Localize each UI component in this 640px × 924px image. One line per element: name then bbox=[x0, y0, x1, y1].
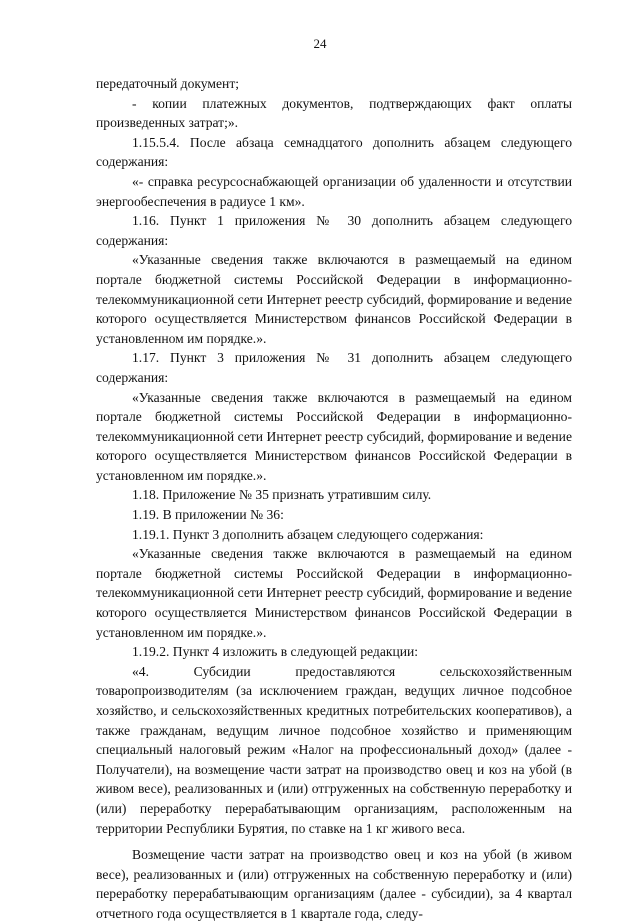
paragraph: «4. Субсидии предоставляются сельскохозяйственным товаропроизводителям (за исключением граждан, ведущих личное подсобное хозяйство, и сельскохозяйственных кредитных потребительских кооперативов), а также гражданам, ведущим личное подсобное хозяйство и применяющим специальный налоговый режим «Налог на профессиональный доход» (далее - Получатели), на возмещение части затрат на производство овец и коз на убой (в живом весе), реализованных и (или) отгруженных на собственную переработку и (или) переработку перерабатывающим организациям, расположенным на территории Республики Бурятия, по ставке на 1 кг живого веса. bbox=[96, 663, 572, 836]
document-body bbox=[96, 74, 572, 924]
paragraph: 1.15.5.4. После абзаца семнадцатого дополнить абзацем следующего содержания: bbox=[96, 134, 572, 170]
paragraph: «Указанные сведения также включаются в размещаемый на едином портале бюджетной системы Российской Федерации в информационно-телекоммуникационной сети Интернет реестр субсидий, формирование и ведение которого осуществляется Министерством финансов Российской Федерации в установленном им порядке.». bbox=[96, 546, 572, 640]
page-number: 24 bbox=[313, 36, 327, 51]
paragraph: «Указанные сведения также включаются в размещаемый на едином портале бюджетной системы Российской Федерации в информационно-телекоммуникационной сети Интернет реестр субсидий, формирование и ведение которого осуществляется Министерством финансов Российской Федерации в установленном им порядке.». bbox=[96, 389, 572, 483]
paragraph: 1.19.1. Пункт 3 дополнить абзацем следующего содержания: bbox=[132, 526, 484, 542]
paragraph: 1.19.2. Пункт 4 изложить в следующей редакции: bbox=[132, 644, 419, 660]
paragraph: 1.18. Приложение № 35 признать утратившим силу. bbox=[132, 487, 432, 503]
paragraph: «Указанные сведения также включаются в размещаемый на едином портале бюджетной системы Российской Федерации в информационно-телекоммуникационной сети Интернет реестр субсидий, формирование и ведение которого осуществляется Министерством финансов Российской Федерации в установленном им порядке.». bbox=[96, 252, 572, 346]
paragraph: 1.19. В приложении № 36: bbox=[132, 507, 284, 523]
paragraph: передаточный документ; bbox=[96, 76, 240, 91]
paragraph: 1.17. Пункт 3 приложения № 31 дополнить абзацем следующего содержания: bbox=[96, 350, 572, 385]
paragraph: - копии платежных документов, подтверждающих факт оплаты произведенных затрат;». bbox=[96, 95, 572, 131]
paragraph: «- справка ресурсоснабжающей организации об удаленности и отсутствии энергообеспечения в радиусе 1 км». bbox=[96, 173, 572, 209]
paragraph: Возмещение части затрат на производство овец и коз на убой (в живом весе), реализованных и (или) отгруженных на собственную переработку и (или) переработку перерабатывающим организациям (далее - субсидии), за 4 квартал отчетного года осуществляется в 1 квартале года, следу- bbox=[96, 847, 572, 921]
paragraph: 1.16. Пункт 1 приложения № 30 дополнить абзацем следующего содержания: bbox=[96, 213, 572, 248]
